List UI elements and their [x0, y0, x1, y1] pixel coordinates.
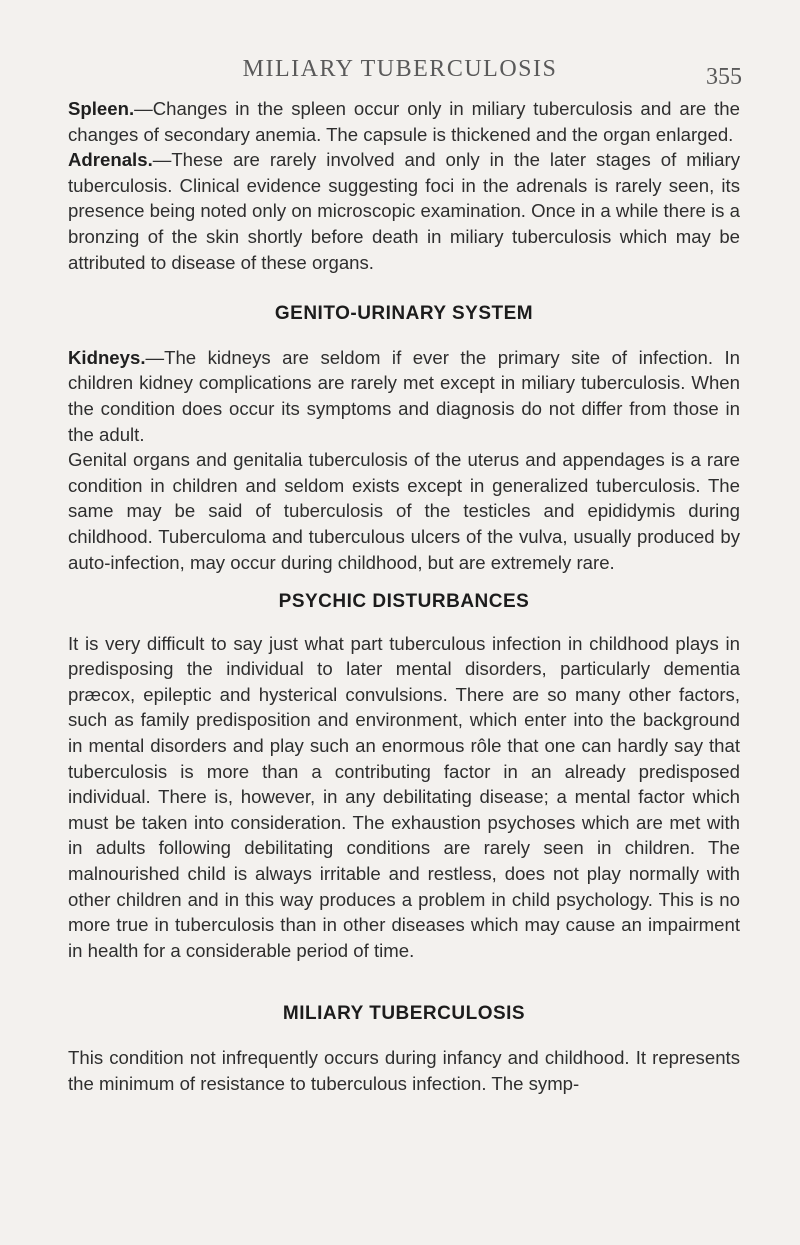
- section-heading-psychic: PSYCHIC DISTURBANCES: [278, 591, 530, 613]
- run-in-heading-adrenals: Adrenals.: [68, 149, 153, 171]
- paragraph-kidneys: [68, 345, 740, 447]
- section-heading-genito-urinary: GENITO-URINARY SYSTEM: [274, 303, 534, 325]
- run-in-heading-kidneys: Kidneys.: [68, 346, 146, 368]
- body-text: [68, 96, 740, 1096]
- running-title: MILIARY TUBERCULOSIS: [242, 56, 558, 82]
- paragraph-psychic: It is very difficult to say just what part tuberculous infection in childhood plays in predisposing the individual to later mental disorders, particularly dementia præcox, epileptic and hysterical convulsions. There are so many other factors, such as family predisposition and environment, which enter into the background in mental disorders and play such an enormous rôle that one can hardly say that tuberculosis is more than a contributing factor in an already predisposed individual. There is, however, in any debilitating disease; a mental factor which must be taken into consideration. The exhaustion psychoses which are met with in adults following debilitating conditions are rarely seen in children. The malnourished child is always irritable and restless, does not play normally with other children and in this way produces a problem in child psychology. This is no more true in tuberculosis than in other diseases which may cause an impairment in health for a considerable period of time.: [68, 632, 740, 961]
- paragraph-spleen-text: —Changes in the spleen occur only in miliary tuberculosis and are the changes of secondary anemia. The capsule is thickened and the organ enlarged.: [68, 98, 740, 145]
- page-number: 355: [706, 64, 742, 90]
- paragraph-genital: Genital organs and genitalia tuberculosis of the uterus and appendages is a rare condition in children and seldom exists except in generalized tuberculosis. The same may be said of tuberculosis of the testicles and epididymis during childhood. Tuberculoma and tuberculous ulcers of the vulva, usually produced by auto-infection, may occur during childhood, but are extremely rare.: [68, 449, 740, 573]
- paragraph-adrenals-text: —These are rarely involved and only in the later stages of miliary tuberculosis. Clinical evidence suggesting foci in the adrenals is rarely seen, its presence being noted only on microscopic examination. Once in a while there is a bronzing of the skin shortly before death in miliary tuberculosis which may be attributed to disease of these organs.: [68, 149, 740, 273]
- paragraph-spleen: [68, 96, 740, 147]
- paragraph-adrenals: [68, 147, 740, 275]
- running-head: [0, 56, 800, 83]
- run-in-heading-spleen: Spleen.: [68, 98, 135, 119]
- section-heading-miliary: MILIARY TUBERCULOSIS: [282, 1003, 526, 1025]
- paragraph-miliary: This condition not infrequently occurs during infancy and childhood. It represents the minimum of resistance to tuberculous infection. The symp-: [68, 1047, 740, 1094]
- paragraph-kidneys-text: —The kidneys are seldom if ever the primary site of infection. In children kidney complications are rarely met except in miliary tuberculosis. When the condition does occur its symptoms and diagnosis do not differ from those in the adult.: [68, 346, 740, 445]
